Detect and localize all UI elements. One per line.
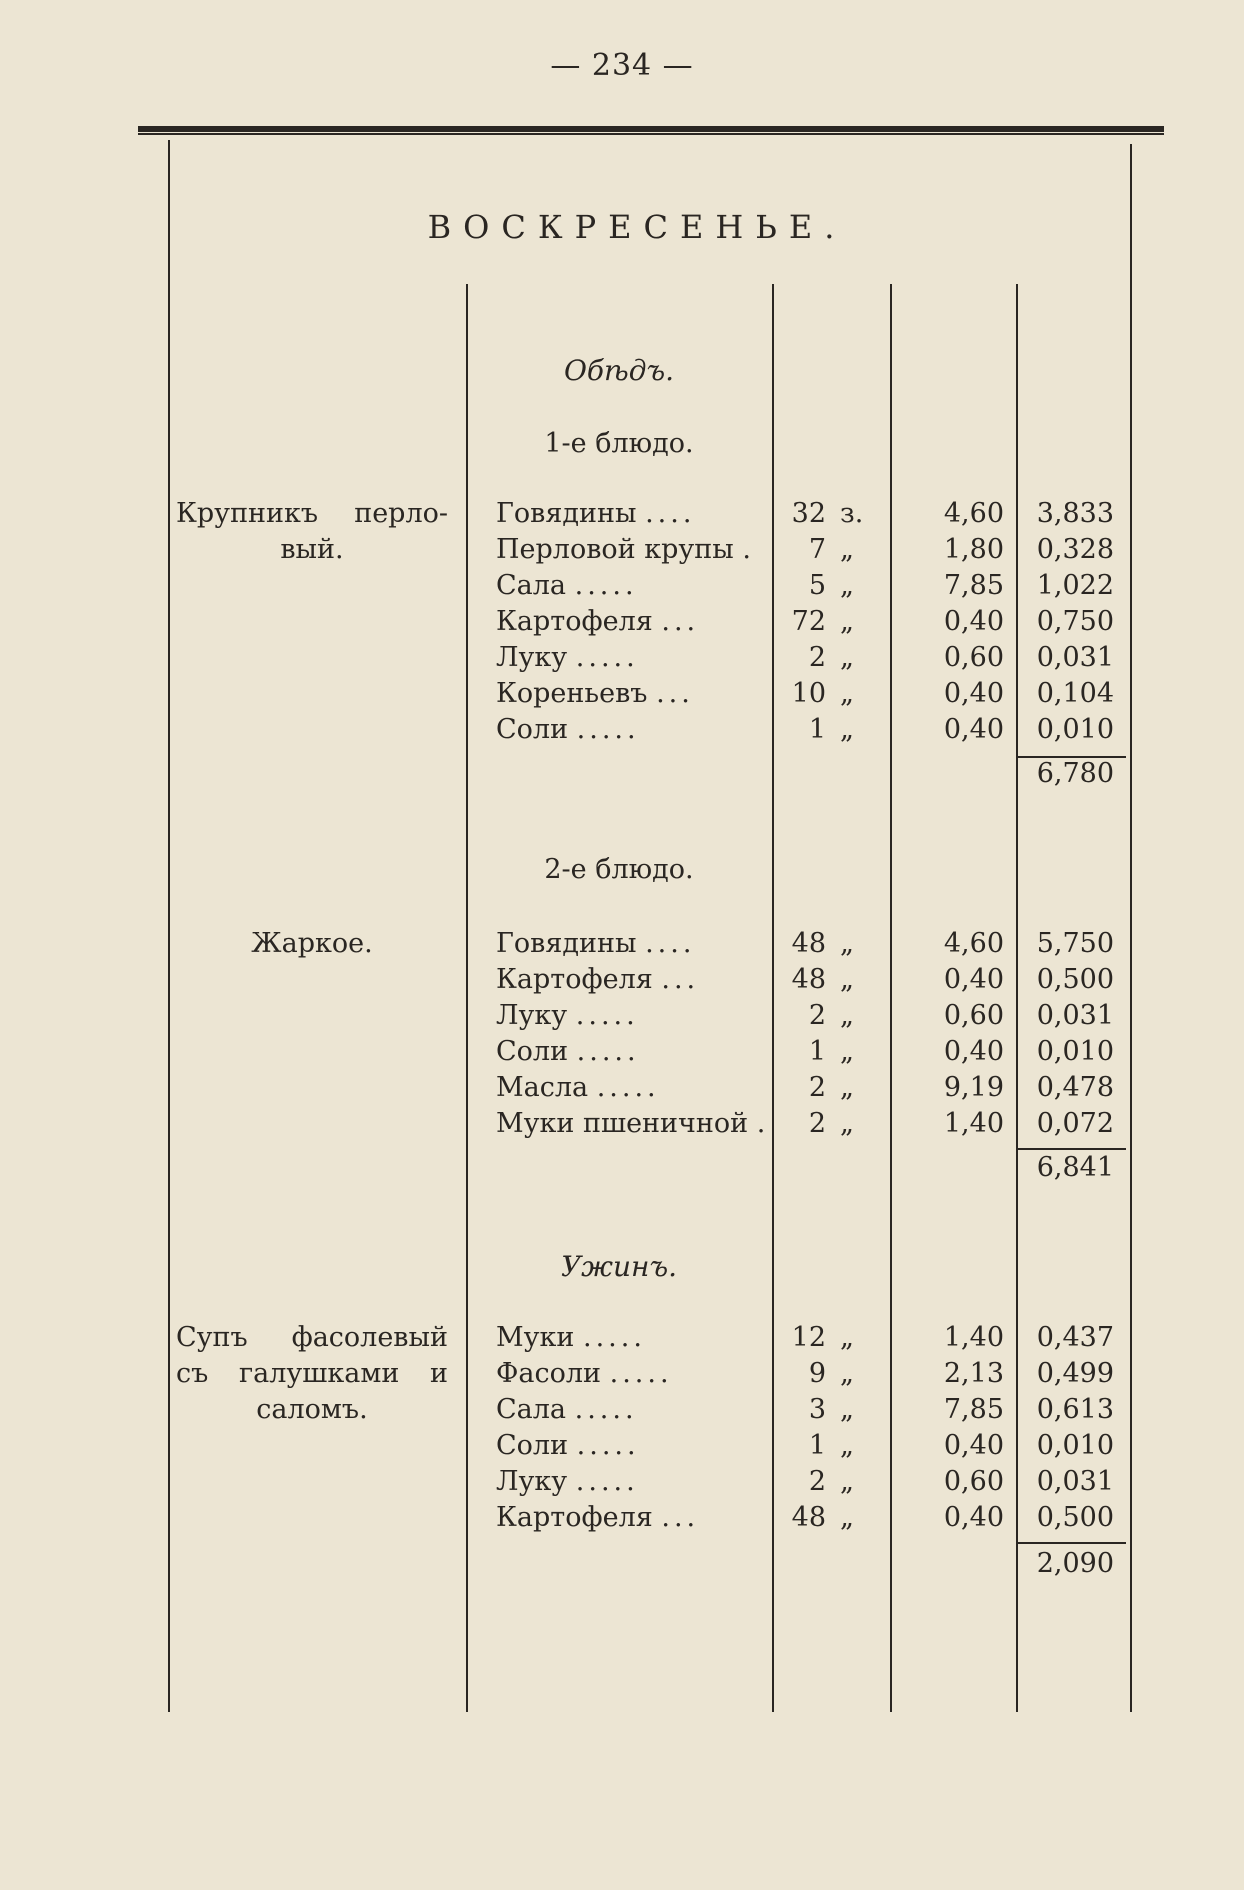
ingredient-price: 0,40 [943, 714, 1004, 745]
ingredient-quantity: 48 [791, 964, 826, 995]
ingredient-price: 0,40 [943, 1036, 1004, 1067]
leader-dots: .... [645, 928, 696, 959]
course-1-ingredient-row [496, 712, 1126, 748]
header-rule-thick [138, 126, 1164, 132]
leader-dots: ..... [576, 1430, 640, 1461]
ingredient-unit: „ [840, 928, 854, 959]
supper-ingredient-row [496, 1464, 1126, 1500]
course-2-ingredient-row [496, 1070, 1126, 1106]
ingredient-cost: 0,328 [1036, 534, 1114, 565]
column-divider-dish [466, 284, 468, 1712]
ingredient-cost: 0,104 [1036, 678, 1114, 709]
ingredient-price: 1,40 [943, 1322, 1004, 1353]
leader-dots: ..... [609, 1358, 673, 1389]
ingredient-unit: „ [840, 606, 854, 637]
leader-dots: ... [656, 678, 694, 709]
ingredient-name: Муки пшеничной . [496, 1108, 770, 1139]
ingredient-unit: „ [840, 1036, 854, 1067]
ingredient-name: Соли ..... [496, 1036, 640, 1067]
ingredient-quantity: 12 [791, 1322, 826, 1353]
ingredient-name: Говядины .... [496, 928, 696, 959]
ingredient-unit: „ [840, 570, 854, 601]
course-2-dish [176, 926, 448, 962]
course-2-title: 2-е блюдо. [544, 854, 694, 885]
ingredient-cost: 0,010 [1036, 714, 1114, 745]
ingredient-unit: „ [840, 1000, 854, 1031]
ingredient-price: 1,80 [943, 534, 1004, 565]
leader-dots: ..... [574, 570, 638, 601]
table-right-border [1130, 144, 1132, 1712]
ingredient-quantity: 2 [808, 1000, 826, 1031]
ingredient-name: Сала ..... [496, 570, 638, 601]
ingredient-name: Фасоли ..... [496, 1358, 673, 1389]
ingredient-cost: 0,750 [1036, 606, 1114, 637]
page-number: — 234 — [550, 48, 694, 83]
course-1-ingredient-row [496, 568, 1126, 604]
ingredient-price: 0,40 [943, 1502, 1004, 1533]
ingredient-quantity: 72 [791, 606, 826, 637]
ingredient-cost: 0,478 [1036, 1072, 1114, 1103]
ingredient-quantity: 2 [808, 1466, 826, 1497]
leader-dots: ... [661, 964, 700, 995]
ingredient-name: Сала ..... [496, 1394, 638, 1425]
course-2-ingredient-row [496, 1106, 1126, 1142]
dish-line: Крупникъ перло- [176, 498, 448, 529]
ingredient-cost: 0,010 [1036, 1036, 1114, 1067]
leader-dots: ..... [576, 1036, 640, 1067]
ingredient-price: 0,60 [943, 642, 1004, 673]
ingredient-name: Луку ..... [496, 1466, 639, 1497]
ingredient-name: Соли ..... [496, 714, 640, 745]
lunch-title: Обѣдъ. [563, 354, 675, 387]
ingredient-price: 9,19 [943, 1072, 1004, 1103]
course-1-total: 6,780 [1036, 758, 1114, 789]
ingredient-price: 0,60 [943, 1466, 1004, 1497]
ingredient-quantity: 9 [808, 1358, 826, 1389]
ingredient-quantity: 1 [808, 714, 826, 745]
leader-dots: ..... [576, 714, 640, 745]
ingredient-unit: „ [840, 1072, 854, 1103]
day-title: ВОСКРЕСЕНЬЕ. [427, 208, 847, 246]
ingredient-quantity: 32 [791, 498, 826, 529]
ingredient-name: Соли ..... [496, 1430, 640, 1461]
ingredient-cost: 0,031 [1036, 1466, 1114, 1497]
ingredient-quantity: 2 [808, 642, 826, 673]
supper-total: 2,090 [1036, 1548, 1114, 1579]
leader-dots: ..... [574, 1394, 638, 1425]
ingredient-unit: „ [840, 1466, 854, 1497]
ingredient-price: 0,40 [943, 964, 1004, 995]
ingredient-price: 4,60 [943, 498, 1004, 529]
ingredient-name: Луку ..... [496, 642, 639, 673]
ingredient-cost: 0,500 [1036, 1502, 1114, 1533]
course-1-ingredient-row [496, 604, 1126, 640]
ingredient-name: Масла ..... [496, 1072, 660, 1103]
ingredient-unit: „ [840, 1108, 854, 1139]
ingredient-unit: „ [840, 714, 854, 745]
dish-line: вый. [280, 534, 344, 565]
supper-ingredient-row [496, 1392, 1126, 1428]
course-1-dish [176, 496, 448, 568]
ingredient-quantity: 3 [808, 1394, 826, 1425]
ingredient-cost: 0,072 [1036, 1108, 1114, 1139]
supper-dish [176, 1320, 448, 1428]
ingredient-cost: 0,010 [1036, 1430, 1114, 1461]
ingredient-price: 4,60 [943, 928, 1004, 959]
ingredient-name: Перловой крупы . [496, 534, 755, 565]
supper-sum-rule [1018, 1542, 1126, 1544]
ingredient-unit: „ [840, 1430, 854, 1461]
ingredient-quantity: 7 [808, 534, 826, 565]
ingredient-unit: з. [840, 498, 864, 529]
ingredient-cost: 1,022 [1036, 570, 1114, 601]
ingredient-price: 7,85 [943, 570, 1004, 601]
course-2-ingredient-row [496, 1034, 1126, 1070]
supper-ingredient-row [496, 1320, 1126, 1356]
course-1-ingredient-row [496, 640, 1126, 676]
course-1-ingredient-row [496, 532, 1126, 568]
supper-ingredient-row [496, 1500, 1126, 1536]
leader-dots: .... [645, 498, 696, 529]
ingredient-unit: „ [840, 1322, 854, 1353]
ingredient-price: 0,60 [943, 1000, 1004, 1031]
ingredient-price: 2,13 [943, 1358, 1004, 1389]
course-1-title: 1-е блюдо. [544, 428, 694, 459]
ingredient-quantity: 1 [808, 1036, 826, 1067]
dish-line: Супъ фасолевый [176, 1322, 448, 1353]
supper-ingredient-row [496, 1356, 1126, 1392]
ingredient-name: Картофеля ... [496, 606, 700, 637]
header-rule-thin [138, 133, 1164, 135]
course-2-ingredient-row [496, 926, 1126, 962]
leader-dots: ..... [583, 1322, 646, 1353]
ingredient-unit: „ [840, 1394, 854, 1425]
ingredient-cost: 0,437 [1036, 1322, 1114, 1353]
ingredient-unit: „ [840, 534, 854, 565]
ingredient-quantity: 5 [808, 570, 826, 601]
ingredient-name: Кореньевъ ... [496, 678, 694, 709]
ingredient-quantity: 2 [808, 1108, 826, 1139]
ingredient-quantity: 48 [791, 1502, 826, 1533]
leader-dots: ..... [575, 1466, 639, 1497]
ingredient-unit: „ [840, 1502, 854, 1533]
dish-line: Жаркое. [251, 928, 373, 959]
ingredient-price: 7,85 [943, 1394, 1004, 1425]
ingredient-name: Картофеля ... [496, 964, 700, 995]
course-1-ingredient-row [496, 676, 1126, 712]
ingredient-cost: 0,500 [1036, 964, 1114, 995]
ingredient-quantity: 2 [808, 1072, 826, 1103]
leader-dots: ..... [596, 1072, 660, 1103]
ingredient-cost: 3,833 [1036, 498, 1114, 529]
ingredient-cost: 0,031 [1036, 642, 1114, 673]
ingredient-unit: „ [840, 964, 854, 995]
leader-dots: ... [661, 606, 700, 637]
dish-line: саломъ. [256, 1394, 368, 1425]
ingredient-cost: 0,031 [1036, 1000, 1114, 1031]
ingredient-name: Говядины .... [496, 498, 696, 529]
ingredient-cost: 0,499 [1036, 1358, 1114, 1389]
dish-line: съ галушками и [176, 1358, 448, 1389]
leader-dots: . [742, 534, 755, 565]
ingredient-unit: „ [840, 642, 854, 673]
ingredient-name: Картофеля ... [496, 1502, 700, 1533]
ingredient-quantity: 1 [808, 1430, 826, 1461]
ingredient-quantity: 10 [791, 678, 826, 709]
ingredient-unit: „ [840, 1358, 854, 1389]
course-2-ingredient-row [496, 962, 1126, 998]
table-left-border [168, 140, 170, 1712]
ingredient-name: Муки ..... [496, 1322, 646, 1353]
ingredient-name: Луку ..... [496, 1000, 639, 1031]
leader-dots: ..... [575, 642, 639, 673]
ingredient-cost: 5,750 [1036, 928, 1114, 959]
leader-dots: ..... [575, 1000, 639, 1031]
course-2-total: 6,841 [1036, 1152, 1114, 1183]
ingredient-unit: „ [840, 678, 854, 709]
ingredient-price: 1,40 [943, 1108, 1004, 1139]
ingredient-quantity: 48 [791, 928, 826, 959]
ingredient-cost: 0,613 [1036, 1394, 1114, 1425]
course-2-ingredient-row [496, 998, 1126, 1034]
leader-dots: ... [661, 1502, 700, 1533]
ingredient-price: 0,40 [943, 606, 1004, 637]
ingredient-price: 0,40 [943, 678, 1004, 709]
supper-ingredient-row [496, 1428, 1126, 1464]
leader-dots: . [756, 1108, 770, 1139]
ingredient-price: 0,40 [943, 1430, 1004, 1461]
supper-title: Ужинъ. [560, 1250, 678, 1283]
course-1-ingredient-row [496, 496, 1126, 532]
